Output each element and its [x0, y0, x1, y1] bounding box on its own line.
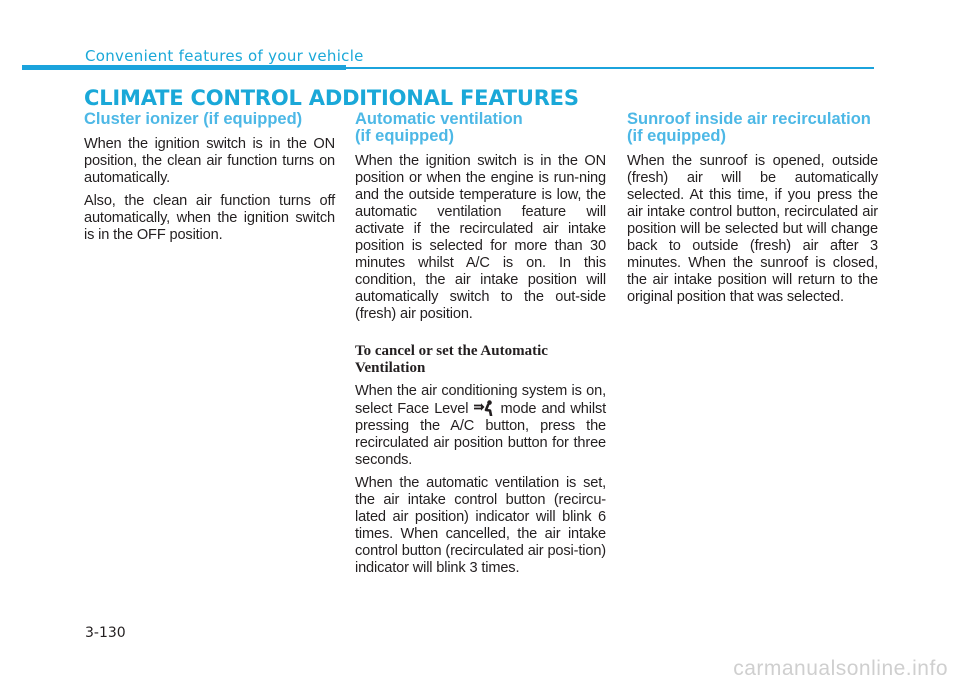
face-level-mode-icon [473, 400, 495, 416]
automatic-ventilation-heading [355, 111, 606, 145]
cluster-ionizer-paragraph-2: Also, the clean air function turns off automatically, when the ignition switch is in the OFF position. [84, 193, 335, 243]
paragraph-2-text-after-icon: mode and whilst pressing the A/C button, press the recirculated air position button for three seconds. [355, 401, 606, 468]
section-label: Convenient features of your vehicle [85, 47, 364, 65]
watermark: carmanualsonline.info [733, 657, 948, 680]
automatic-ventilation-paragraph-1: When the ignition switch is in the ON position or when the engine is run-ning and the outside temperature is low, the automatic ventilation feature will activate if the recirculated air intake position is selected for more than 30 minutes whilst A/C is on. In this condition, the air intake position will automatically switch to the out-side (fresh) air position. [355, 153, 606, 322]
column-sunroof-recirculation [627, 111, 878, 312]
header-rule-accent [22, 65, 346, 70]
automatic-ventilation-paragraph-3: When the automatic ventilation is set, the air intake control button (recircu-lated air position) indicator will blink 6 times. When cancelled, the air intake control button (recirculated air posi-tion) indicator will blink 3 times. [355, 475, 606, 576]
page-number: 3-130 [85, 625, 126, 641]
column-cluster-ionizer [84, 111, 335, 250]
automatic-ventilation-paragraph-2 [355, 383, 606, 469]
cluster-ionizer-paragraph-1: When the ignition switch is in the ON position, the clean air function turns on automatically. [84, 136, 335, 186]
sunroof-heading-line-1: Sunroof inside air recirculation [627, 110, 871, 128]
page-title: CLIMATE CONTROL ADDITIONAL FEATURES [84, 86, 579, 110]
automatic-ventilation-heading-line-2: (if equipped) [355, 127, 454, 145]
cancel-set-subheading-line-2: Ventilation [355, 360, 426, 376]
column-automatic-ventilation [355, 111, 606, 583]
cancel-set-subheading [355, 343, 606, 377]
cancel-set-subheading-line-1: To cancel or set the Automatic [355, 343, 548, 359]
sunroof-heading-line-2: (if equipped) [627, 127, 726, 145]
automatic-ventilation-heading-line-1: Automatic ventilation [355, 110, 523, 128]
paragraph-2-text-before-icon: When the air conditioning system is on, select Face Level [355, 383, 606, 417]
sunroof-recirculation-paragraph: When the sunroof is opened, outside (fresh) air will be automatically selected. At this time, if you press the air intake control button, recirculated air position will be selected but will change back to outside (fresh) air after 3 minutes. When the sunroof is closed, the air intake position will return to the original position that was selected. [627, 153, 878, 305]
sunroof-recirculation-heading [627, 111, 878, 145]
cluster-ionizer-heading: Cluster ionizer (if equipped) [84, 110, 303, 128]
